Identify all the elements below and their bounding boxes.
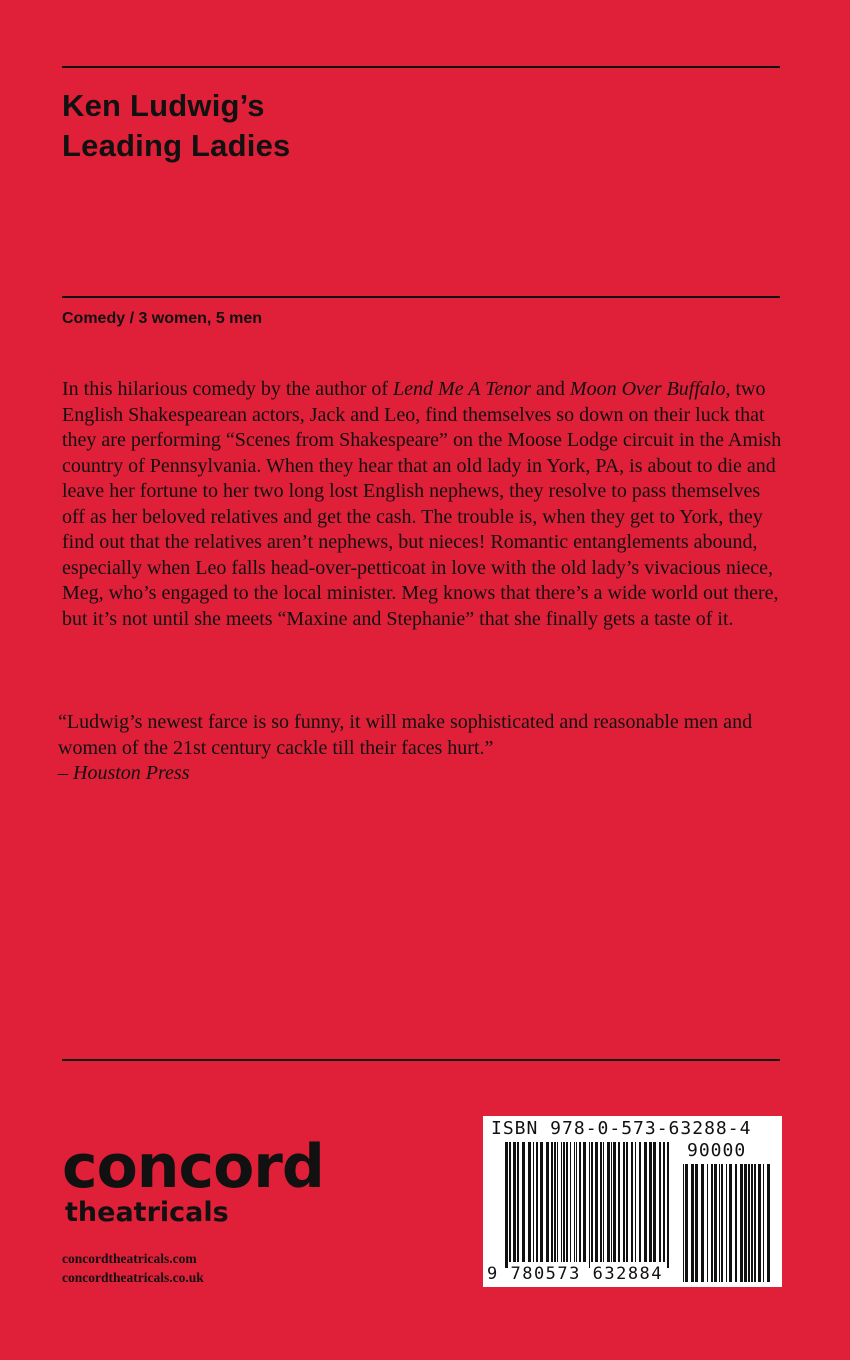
- barcode-bar: [695, 1164, 698, 1282]
- barcode-bar: [707, 1164, 708, 1282]
- barcode-bar: [754, 1164, 756, 1282]
- barcode-bar: [509, 1142, 511, 1262]
- barcode-bar: [570, 1142, 571, 1262]
- barcode-bar: [729, 1164, 732, 1282]
- press-quote: [58, 710, 778, 787]
- barcode-bar: [589, 1142, 590, 1268]
- barcode-bar: [540, 1142, 543, 1262]
- barcode-bar: [613, 1142, 616, 1262]
- barcode-bar: [574, 1142, 575, 1262]
- barcode-bar: [551, 1142, 553, 1262]
- barcode-bar: [735, 1164, 737, 1282]
- barcode-bar: [595, 1142, 598, 1262]
- barcode-bar: [563, 1142, 565, 1262]
- book-title: [62, 86, 290, 166]
- barcode-bar: [522, 1142, 525, 1262]
- barcode-bar: [644, 1142, 647, 1262]
- barcode-bar: [726, 1164, 727, 1282]
- barcode-bar: [691, 1164, 694, 1282]
- title-play-line: Leading Ladies: [62, 128, 291, 163]
- barcode-bar: [649, 1142, 652, 1262]
- title-author-line: Ken Ludwig’s: [62, 88, 265, 123]
- barcode-bar: [763, 1164, 764, 1282]
- barcode-bar: [748, 1164, 750, 1282]
- barcode-bar: [517, 1142, 519, 1262]
- barcode-bar: [626, 1142, 628, 1262]
- price-addon: 90000: [687, 1140, 747, 1161]
- quote-dash: –: [58, 762, 73, 784]
- publisher-logo-subtitle: theatricals: [65, 1197, 229, 1228]
- barcode-bar: [701, 1164, 704, 1282]
- barcode-bar: [579, 1142, 581, 1262]
- barcode-bar: [536, 1142, 538, 1262]
- barcode-bar: [618, 1142, 620, 1262]
- genre-cast: Comedy / 3 women, 5 men: [62, 310, 263, 327]
- top-rule: [62, 66, 780, 68]
- quote-source: Houston Press: [73, 762, 190, 784]
- barcode-bar: [576, 1142, 577, 1262]
- barcode-bar: [659, 1142, 661, 1262]
- barcode-bar: [683, 1164, 684, 1282]
- barcode-bar: [557, 1142, 558, 1262]
- barcode-bar: [611, 1142, 612, 1262]
- barcode-bar: [528, 1142, 531, 1262]
- barcode-bar: [533, 1142, 534, 1262]
- ean-digits: 9 780573 632884: [487, 1264, 664, 1284]
- barcode-bar: [600, 1142, 602, 1262]
- barcode-bar: [546, 1142, 549, 1262]
- title-lend-me-a-tenor: Lend Me A Tenor: [393, 378, 532, 400]
- barcode-bar: [721, 1164, 723, 1282]
- isbn-barcode: [483, 1116, 782, 1287]
- barcode-bar: [744, 1164, 747, 1282]
- barcode-bar: [603, 1142, 604, 1262]
- barcode-bar: [631, 1142, 633, 1262]
- quote-text: “Ludwig’s newest farce is so funny, it will make sophisticated and reasonable men and women of the 21st century cackle till their faces hurt.”: [58, 711, 753, 759]
- barcode-bar: [591, 1142, 593, 1262]
- barcode-bar: [767, 1164, 770, 1282]
- barcode-bar: [566, 1142, 568, 1262]
- barcode-bar: [685, 1164, 688, 1282]
- barcode-bar: [583, 1142, 586, 1262]
- barcode-bar: [719, 1164, 720, 1282]
- url-com: concordtheatricals.com: [62, 1251, 197, 1266]
- url-uk: concordtheatricals.co.uk: [62, 1270, 204, 1285]
- synopsis-body: , two English Shakespearean actors, Jack and Leo, find themselves so down on their luck that they are performing “Scenes from Shakespeare” on the Moose Lodge circuit in the Amish country of Pennsylvania. When they hear that an old lady in York, PA, is about to die and leave her fortune to her two long lost English nephews, they resolve to pass themselves off as her beloved relatives and get the cash. The trouble is, when they get to York, they find out that the relatives aren’t nephews, but nieces! Romantic entanglements abound, especially when Leo falls head-over-petticoat in love with the old lady’s vivacious niece, Meg, who’s engaged to the local minister. Meg knows that there’s a wide world out there, but it’s not until she meets “Maxine and Stephanie” that she finally gets a taste of it.: [62, 378, 782, 630]
- barcode-bar: [714, 1164, 717, 1282]
- barcode-bar: [740, 1164, 743, 1282]
- barcode-bar: [751, 1164, 753, 1282]
- barcode-bar: [623, 1142, 625, 1262]
- barcode-bar: [561, 1142, 562, 1262]
- barcode-bar: [667, 1142, 669, 1268]
- middle-rule: [62, 296, 780, 298]
- barcode-bar: [663, 1142, 665, 1262]
- isbn-label: ISBN 978-0-573-63288-4: [491, 1118, 752, 1139]
- barcode-bar: [653, 1142, 656, 1262]
- barcode-bar: [639, 1142, 641, 1262]
- publisher-logo: concord: [62, 1132, 324, 1202]
- barcode-bar: [711, 1164, 713, 1282]
- bottom-rule: [62, 1059, 780, 1061]
- barcode-bar: [554, 1142, 556, 1262]
- barcode-bar: [635, 1142, 636, 1262]
- barcode-bar: [607, 1142, 610, 1262]
- title-moon-over-buffalo: Moon Over Buffalo: [569, 378, 726, 400]
- synopsis-and: and: [531, 378, 570, 400]
- barcode-bar: [513, 1142, 516, 1262]
- barcode-bar: [758, 1164, 761, 1282]
- synopsis-intro: In this hilarious comedy by the author of: [62, 378, 394, 400]
- barcode-bar: [505, 1142, 508, 1268]
- synopsis: [62, 377, 782, 632]
